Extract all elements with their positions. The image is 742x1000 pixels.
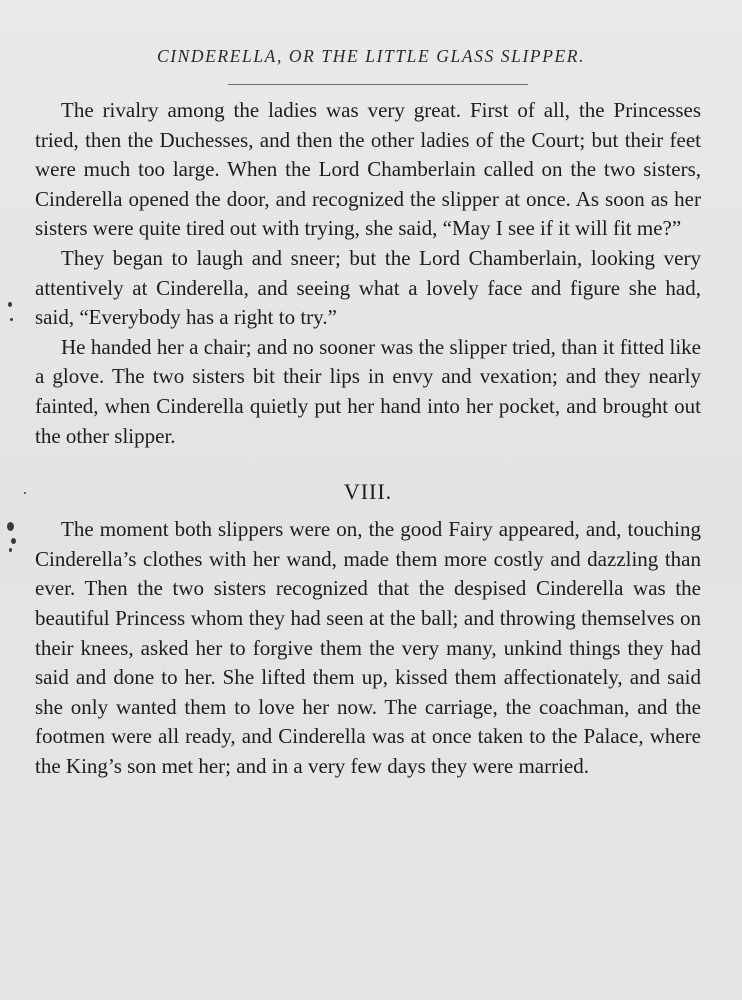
page-body — [35, 96, 701, 781]
margin-speck — [10, 318, 13, 321]
margin-speck — [9, 548, 12, 552]
header-rule — [228, 84, 528, 85]
paragraph-1: The rivalry among the ladies was very great. First of all, the Princesses tried, then the Duchesses, and then the other ladies of the Court; but their feet were much too large. When the Lord Chamberlain called on the two sisters, Cinderella opened the door, and recognized the slipper at once. As soon as her sisters were quite tired out with trying, she said, “May I see if it will fit me?” — [35, 98, 701, 241]
running-head: CINDERELLA, OR THE LITTLE GLASS SLIPPER. — [156, 46, 586, 66]
paragraph-4: The moment both slippers were on, the good Fairy appeared, and, touching Cinderella’s clothes with her wand, made them more costly and dazzling than ever. Then the two sisters recognized that the despised Cinderella was the beautiful Princess whom they had seen at the ball; and throwing themselves on their knees, asked her to forgive them the very many, unkind things they had said and done to her. She lifted them up, kissed them affectionately, and said she only wanted them to love her now. The carriage, the coachman, and the footmen were all ready, and Cinderella was at once taken to the Palace, where the King’s son met her; and in a very few days they were married. — [35, 517, 701, 778]
margin-speck — [11, 538, 16, 544]
chapter-heading: VIII. — [343, 479, 393, 505]
paragraph-2: They began to laugh and sneer; but the Lord Chamberlain, looking very attentively at Cinderella, and seeing what a lovely face and figure she had, said, “Everybody has a right to try.” — [35, 245, 701, 330]
paragraph-3: He handed her a chair; and no sooner was the slipper tried, than it fitted like a glove. The two sisters bit their lips in envy and vexation; and they nearly fainted, when Cinderella quietly put her hand into her pocket, and brought out the other slipper. — [35, 334, 701, 448]
margin-speck — [7, 522, 14, 531]
margin-speck — [8, 302, 12, 307]
margin-speck — [24, 492, 26, 494]
